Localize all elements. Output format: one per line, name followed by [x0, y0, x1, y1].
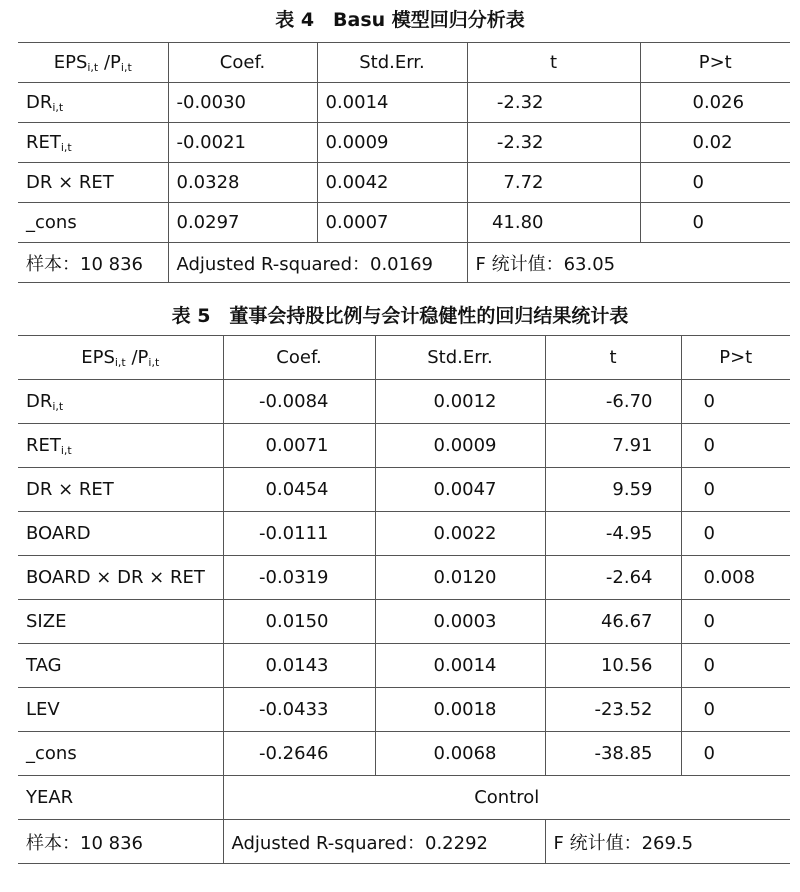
stderr-value: 0.0018 — [375, 688, 545, 732]
table-row — [18, 203, 790, 243]
table5-body — [18, 336, 790, 864]
header-eps: $EPS_{i,t}$ $/P_{i,t}$ — [18, 336, 223, 380]
table5-footer-row — [18, 820, 790, 864]
header-eps: $EPS_{i,t}$ $/P_{i,t}$ — [18, 43, 168, 83]
row-label: _cons — [18, 203, 168, 243]
header-coef: Coef. — [168, 43, 317, 83]
t-value: 41.80 — [467, 203, 640, 243]
adjusted-r-squared: Adjusted R-squared：0.0169 — [168, 243, 467, 283]
t-value: -2.32 — [467, 83, 640, 123]
table-row — [18, 468, 790, 512]
stderr-value: 0.0022 — [375, 512, 545, 556]
stderr-value: 0.0047 — [375, 468, 545, 512]
t-value: -23.52 — [545, 688, 681, 732]
f-statistic: F 统计值：269.5 — [545, 820, 790, 864]
coef-value: -0.0030 — [168, 83, 317, 123]
table4-header-row — [18, 43, 790, 83]
p-value: 0 — [681, 468, 790, 512]
t-value: 46.67 — [545, 600, 681, 644]
t-value: 9.59 — [545, 468, 681, 512]
stderr-value: 0.0009 — [375, 424, 545, 468]
stderr-value: 0.0120 — [375, 556, 545, 600]
p-value: 0 — [640, 203, 790, 243]
stderr-value: 0.0014 — [317, 83, 467, 123]
t-value: -4.95 — [545, 512, 681, 556]
coef-value: -0.0319 — [223, 556, 375, 600]
p-value: 0 — [681, 600, 790, 644]
row-label: $DR_{i,t}$ — [18, 380, 223, 424]
stderr-value: 0.0014 — [375, 644, 545, 688]
coef-value: -0.2646 — [223, 732, 375, 776]
p-value: 0.026 — [640, 83, 790, 123]
row-label: TAG — [18, 644, 223, 688]
table5-caption: 表 5 董事会持股比例与会计稳健性的回归结果统计表 — [171, 305, 629, 327]
stderr-value: 0.0009 — [317, 123, 467, 163]
t-value: -6.70 — [545, 380, 681, 424]
stderr-value: 0.0007 — [317, 203, 467, 243]
board-ownership-regression-table — [18, 335, 790, 864]
table4-footer-row — [18, 243, 790, 283]
coef-value: -0.0021 — [168, 123, 317, 163]
coef-value: -0.0111 — [223, 512, 375, 556]
table-row — [18, 123, 790, 163]
p-value: 0.02 — [640, 123, 790, 163]
stderr-value: 0.0042 — [317, 163, 467, 203]
t-value: 10.56 — [545, 644, 681, 688]
table5-header-row — [18, 336, 790, 380]
sample-size: 样本：10 836 — [18, 820, 223, 864]
table-row — [18, 644, 790, 688]
header-coef: Coef. — [223, 336, 375, 380]
coef-value: 0.0297 — [168, 203, 317, 243]
coef-value: 0.0150 — [223, 600, 375, 644]
table-row — [18, 732, 790, 776]
coef-value: 0.0071 — [223, 424, 375, 468]
table4-caption: 表 4 Basu 模型回归分析表 — [275, 9, 525, 31]
p-value: 0 — [681, 380, 790, 424]
p-value: 0 — [681, 732, 790, 776]
row-label: DR × RET — [18, 163, 168, 203]
coef-value: 0.0454 — [223, 468, 375, 512]
header-t: t — [545, 336, 681, 380]
p-value: 0 — [681, 644, 790, 688]
adjusted-r-squared: Adjusted R-squared：0.2292 — [223, 820, 545, 864]
coef-value: 0.0143 — [223, 644, 375, 688]
header-t: t — [467, 43, 640, 83]
p-value: 0.008 — [681, 556, 790, 600]
header-p: P>t — [681, 336, 790, 380]
p-value: 0 — [640, 163, 790, 203]
table-row — [18, 424, 790, 468]
stderr-value: 0.0068 — [375, 732, 545, 776]
t-value: -38.85 — [545, 732, 681, 776]
row-label: $RET_{i,t}$ — [18, 424, 223, 468]
row-label: _cons — [18, 732, 223, 776]
t-value: 7.91 — [545, 424, 681, 468]
row-label: BOARD — [18, 512, 223, 556]
basu-regression-table — [18, 42, 790, 283]
header-stderr: Std.Err. — [375, 336, 545, 380]
t-value: 7.72 — [467, 163, 640, 203]
sample-size: 样本：10 836 — [18, 243, 168, 283]
year-control: Control — [223, 776, 790, 820]
table-row — [18, 163, 790, 203]
p-value: 0 — [681, 688, 790, 732]
row-label: BOARD × DR × RET — [18, 556, 223, 600]
table-row — [18, 556, 790, 600]
table-row — [18, 380, 790, 424]
table-row — [18, 600, 790, 644]
stderr-value: 0.0003 — [375, 600, 545, 644]
table-row — [18, 688, 790, 732]
table4-body — [18, 43, 790, 283]
p-value: 0 — [681, 424, 790, 468]
header-p: P>t — [640, 43, 790, 83]
coef-value: -0.0084 — [223, 380, 375, 424]
row-label: $DR_{i,t}$ — [18, 83, 168, 123]
table5-year-row — [18, 776, 790, 820]
row-label: SIZE — [18, 600, 223, 644]
t-value: -2.64 — [545, 556, 681, 600]
row-label: $RET_{i,t}$ — [18, 123, 168, 163]
coef-value: -0.0433 — [223, 688, 375, 732]
stderr-value: 0.0012 — [375, 380, 545, 424]
year-label: YEAR — [18, 776, 223, 820]
row-label: DR × RET — [18, 468, 223, 512]
t-value: -2.32 — [467, 123, 640, 163]
table-row — [18, 83, 790, 123]
p-value: 0 — [681, 512, 790, 556]
f-statistic: F 统计值：63.05 — [467, 243, 790, 283]
table-row — [18, 512, 790, 556]
row-label: LEV — [18, 688, 223, 732]
coef-value: 0.0328 — [168, 163, 317, 203]
header-stderr: Std.Err. — [317, 43, 467, 83]
